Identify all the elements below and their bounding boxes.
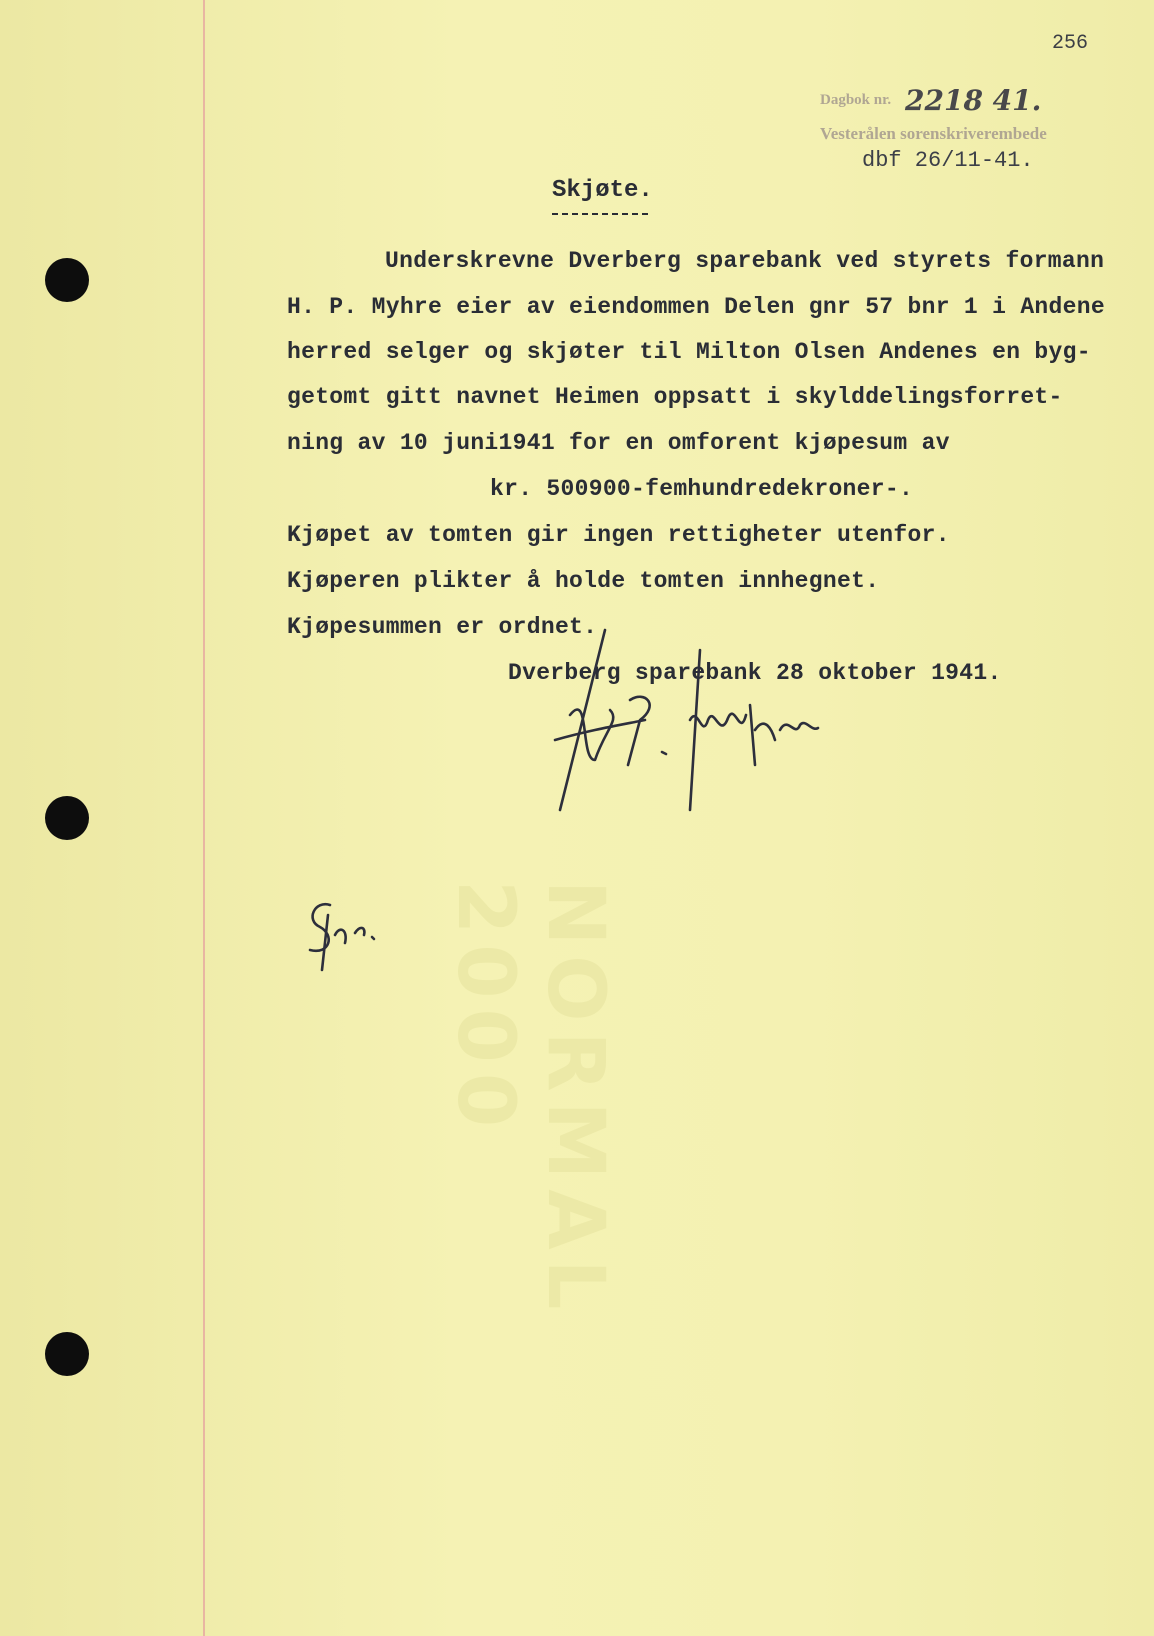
stamp-dagbok-number: 2218 41. [905,84,1042,117]
page-number: 256 [1052,32,1089,55]
punch-hole [45,1332,89,1376]
stamp-office: Vesterålen sorenskriverembede [820,124,1047,143]
body-line: Kjøpesummen er ordnet. [287,614,598,640]
stamp-dagbok-label: Dagbok nr. [820,92,892,108]
place-date-line: Dverberg sparebank 28 oktober 1941. [508,660,1002,686]
initials [300,895,390,985]
body-line: herred selger og skjøter til Milton Olsen Andenes en byg- [287,339,1091,365]
signature [550,620,850,820]
margin-line [203,0,205,1636]
body-line: Kjøperen plikter å holde tomten innhegnet. [287,568,880,594]
title-underline [552,213,648,215]
punch-hole [45,258,89,302]
body-line: kr. 500900-femhundredekroner-. [490,476,914,502]
body-line: ning av 10 juni1941 for en omforent kjøpesum av [287,430,950,456]
watermark: NORMAL 2000 [440,880,620,1320]
document-title: Skjøte. [552,177,653,204]
body-line: H. P. Myhre eier av eiendommen Delen gnr 57 bnr 1 i Andene [287,294,1105,320]
punch-hole [45,796,89,840]
body-line: Underskrevne Dverberg sparebank ved styrets formann [385,248,1105,274]
registration-date: dbf 26/11-41. [862,148,1034,173]
body-line: getomt gitt navnet Heimen oppsatt i skylddelingsforret- [287,384,1063,410]
body-line: Kjøpet av tomten gir ingen rettigheter utenfor. [287,522,950,548]
